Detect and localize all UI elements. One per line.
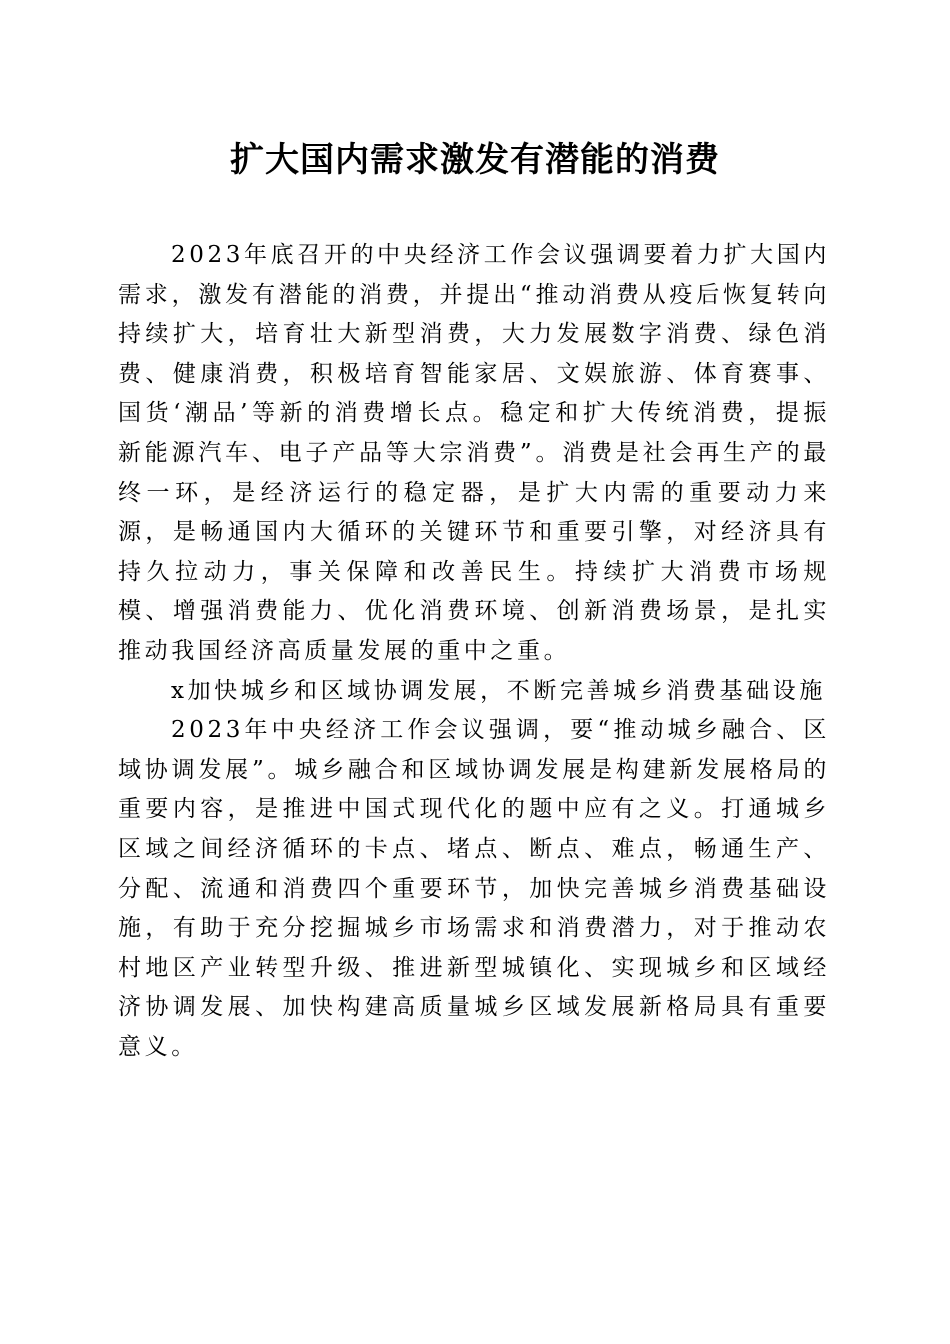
document-body [118,236,830,1067]
paragraph-urban-rural: 2023年中央经济工作会议强调，要“推动城乡融合、区域协调发展”。城乡融合和区域协调发展是构建新发展格局的重要内容，是推进中国式现代化的题中应有之义。打通城乡区域之间经济循环的卡点、堵点、断点、难点，畅通生产、分配、流通和消费四个重要环节，加快完善城乡消费基础设施，有助于充分挖掘城乡市场需求和消费潜力，对于推动农村地区产业转型升级、推进新型城镇化、实现城乡和区域经济协调发展、加快构建高质量城乡区域发展新格局具有重要意义。 [118,717,830,1060]
document-title: 扩大国内需求激发有潜能的消费 [230,140,720,180]
paragraph-intro: 2023年底召开的中央经济工作会议强调要着力扩大国内需求，激发有潜能的消费，并提出“推动消费从疫后恢复转向持续扩大，培育壮大新型消费，大力发展数字消费、绿色消费、健康消费，积极培育智能家居、文娱旅游、体育赛事、国货‘潮品’等新的消费增长点。稳定和扩大传统消费，提振新能源汽车、电子产品等大宗消费”。消费是社会再生产的最终一环，是经济运行的稳定器，是扩大内需的重要动力来源，是畅通国内大循环的关键环节和重要引擎，对经济具有持久拉动力，事关保障和改善民生。持续扩大消费市场规模、增强消费能力、优化消费环境、创新消费场景，是扎实推动我国经济高质量发展的重中之重。 [118,242,830,664]
section-heading: x加快城乡和区域协调发展，不断完善城乡消费基础设施 [171,677,826,704]
